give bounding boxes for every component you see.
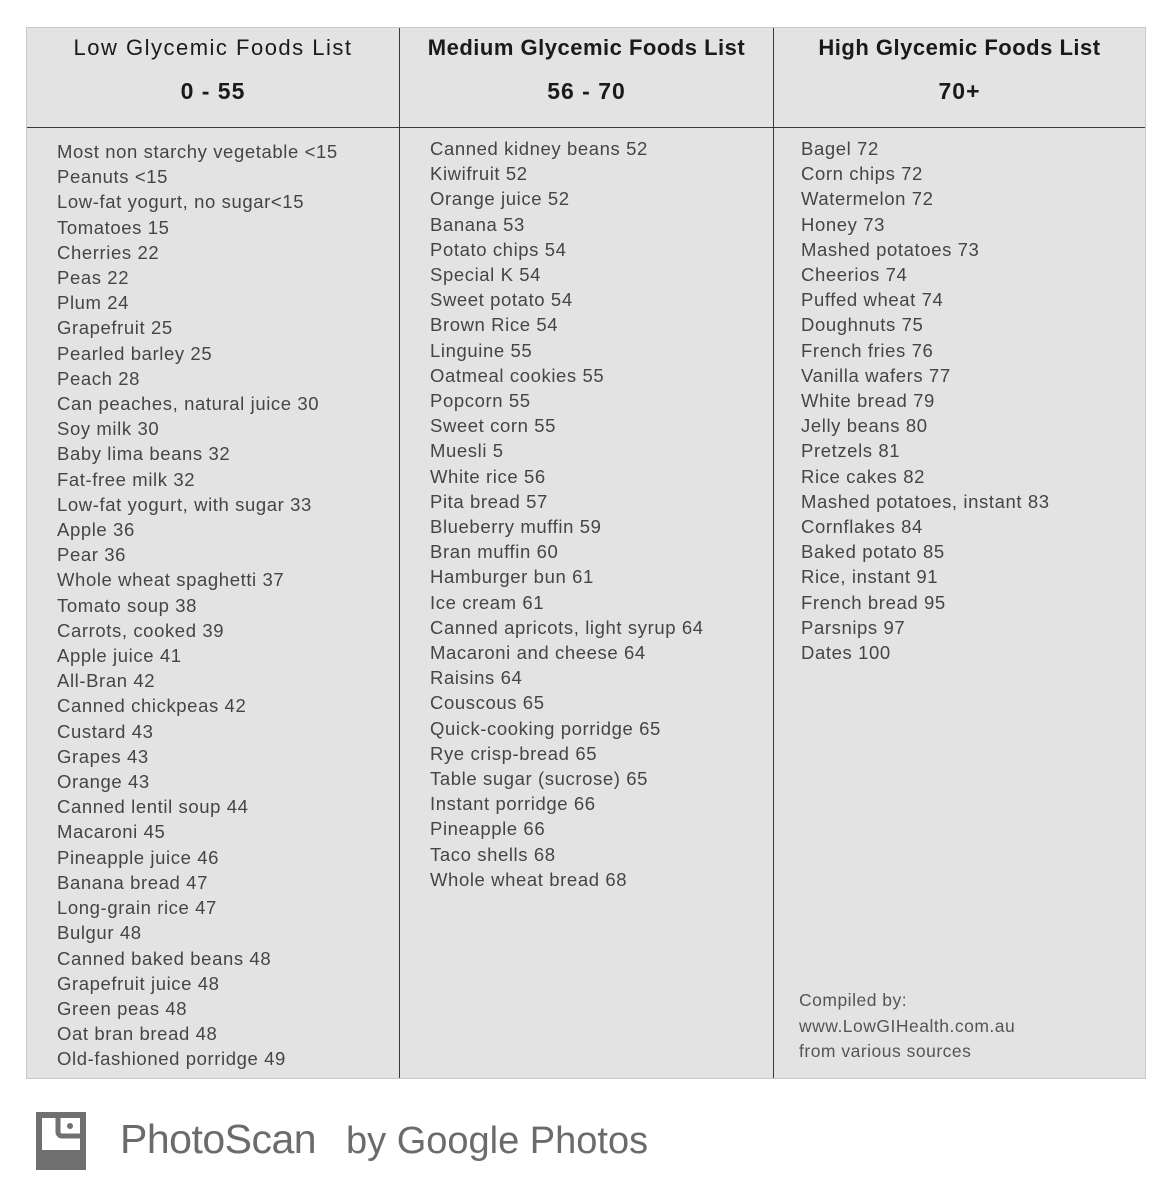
food-item: French fries 76 (801, 339, 934, 361)
food-item: Raisins 64 (430, 667, 523, 689)
food-item: Apple 36 (57, 519, 135, 541)
low-glycemic-header (27, 28, 399, 128)
low-glycemic-list (57, 139, 338, 1072)
food-item: Soy milk 30 (57, 418, 160, 440)
food-item: Bagel 72 (801, 138, 879, 159)
photoscan-by-text: by Google Photos (346, 1120, 649, 1162)
compiled-by-credit (799, 988, 1015, 1065)
food-item: Pita bread 57 (430, 490, 548, 512)
medium-glycemic-header (400, 28, 773, 128)
food-item: Rice, instant 91 (801, 566, 939, 588)
food-item: French bread 95 (801, 591, 946, 613)
food-item: Canned lentil soup 44 (57, 796, 249, 818)
food-item: Watermelon 72 (801, 188, 934, 210)
food-item: Couscous 65 (430, 692, 545, 714)
food-item: Low-fat yogurt, with sugar 33 (57, 493, 312, 515)
food-item: White rice 56 (430, 465, 546, 487)
high-glycemic-range: 70+ (938, 78, 981, 104)
credit-line: from various sources (799, 1041, 972, 1061)
medium-glycemic-range: 56 - 70 (547, 78, 626, 104)
food-item: Brown Rice 54 (430, 314, 559, 336)
food-item: Hamburger bun 61 (430, 566, 594, 588)
medium-glycemic-list (430, 136, 704, 892)
food-item: Peanuts <15 (57, 166, 169, 188)
low-glycemic-range: 0 - 55 (180, 78, 246, 104)
food-item: Long-grain rice 47 (57, 897, 217, 919)
food-item: Baby lima beans 32 (57, 443, 231, 465)
food-item: Mashed potatoes, instant 83 (801, 490, 1050, 512)
food-item: Canned kidney beans 52 (430, 138, 648, 159)
high-glycemic-title: High Glycemic Foods List (818, 35, 1101, 60)
food-item: Linguine 55 (430, 339, 533, 361)
food-item: Green peas 48 (57, 997, 188, 1019)
food-item: Jelly beans 80 (801, 415, 928, 437)
food-item: Can peaches, natural juice 30 (57, 393, 320, 415)
high-glycemic-column (773, 28, 1145, 1078)
food-item: Corn chips 72 (801, 163, 923, 185)
food-item: Low-fat yogurt, no sugar<15 (57, 191, 305, 213)
food-item: Cheerios 74 (801, 264, 908, 286)
food-item: Bulgur 48 (57, 922, 142, 944)
high-glycemic-list (801, 136, 1050, 665)
food-item: Whole wheat spaghetti 37 (57, 569, 285, 591)
food-item: Puffed wheat 74 (801, 289, 944, 311)
food-item: Peas 22 (57, 267, 130, 289)
food-item: Special K 54 (430, 264, 542, 286)
food-item: Cornflakes 84 (801, 516, 923, 538)
food-item: Blueberry muffin 59 (430, 516, 602, 538)
photoscan-watermark (36, 1112, 736, 1170)
food-item: Grapes 43 (57, 745, 149, 767)
food-item: Rice cakes 82 (801, 465, 925, 487)
credit-line: www.LowGIHealth.com.au (799, 1015, 1016, 1036)
food-item: Apple juice 41 (57, 645, 182, 667)
food-item: Oat bran bread 48 (57, 1023, 218, 1045)
food-item: Parsnips 97 (801, 616, 906, 638)
food-item: Pear 36 (57, 544, 126, 566)
food-item: White bread 79 (801, 390, 935, 412)
food-item: Sweet potato 54 (430, 289, 573, 311)
food-item: Baked potato 85 (801, 541, 945, 563)
food-item: Kiwifruit 52 (430, 163, 528, 185)
food-item: Old-fashioned porridge 49 (57, 1048, 286, 1070)
food-item: Popcorn 55 (430, 390, 531, 412)
medium-glycemic-column (399, 28, 773, 1078)
food-item: Taco shells 68 (430, 843, 556, 865)
food-item: Pretzels 81 (801, 440, 901, 462)
food-item: Instant porridge 66 (430, 793, 596, 815)
food-item: Cherries 22 (57, 241, 160, 263)
food-item: Rye crisp-bread 65 (430, 742, 598, 764)
food-item: Grapefruit 25 (57, 317, 173, 339)
food-item: Dates 100 (801, 642, 891, 664)
food-item: Pineapple juice 46 (57, 846, 219, 868)
food-item: Macaroni and cheese 64 (430, 642, 646, 664)
food-item: Tomato soup 38 (57, 594, 198, 616)
food-item: Quick-cooking porridge 65 (430, 717, 661, 739)
food-item: Banana bread 47 (57, 871, 208, 893)
food-item: Carrots, cooked 39 (57, 619, 225, 641)
food-item: Banana 53 (430, 213, 525, 235)
food-item: Tomatoes 15 (57, 216, 170, 238)
food-item: Canned apricots, light syrup 64 (430, 616, 704, 638)
food-item: Whole wheat bread 68 (430, 868, 628, 890)
low-glycemic-title: Low Glycemic Foods List (73, 35, 353, 60)
food-item: Custard 43 (57, 720, 154, 742)
food-item: Fat-free milk 32 (57, 468, 196, 490)
medium-glycemic-title: Medium Glycemic Foods List (427, 35, 746, 60)
credit-line: Compiled by: (799, 990, 908, 1010)
food-item: Bran muffin 60 (430, 541, 559, 563)
food-item: Doughnuts 75 (801, 314, 924, 336)
food-item: Peach 28 (57, 367, 140, 389)
food-item: Muesli 5 (430, 440, 504, 462)
food-item: Oatmeal cookies 55 (430, 364, 605, 386)
food-item: Sweet corn 55 (430, 415, 557, 437)
food-item: Pineapple 66 (430, 818, 546, 840)
food-item: Most non starchy vegetable <15 (57, 141, 338, 162)
food-item: Pearled barley 25 (57, 342, 213, 364)
food-item: Mashed potatoes 73 (801, 238, 980, 260)
food-item: All-Bran 42 (57, 670, 156, 692)
food-item: Canned chickpeas 42 (57, 695, 247, 717)
food-item: Ice cream 61 (430, 591, 545, 613)
food-item: Table sugar (sucrose) 65 (430, 768, 648, 790)
high-glycemic-header (774, 28, 1145, 128)
food-item: Canned baked beans 48 (57, 947, 272, 969)
food-item: Vanilla wafers 77 (801, 364, 951, 386)
food-item: Orange juice 52 (430, 188, 570, 210)
food-item: Orange 43 (57, 771, 150, 793)
photoscan-logo-icon (36, 1112, 86, 1170)
low-glycemic-column (27, 28, 399, 1078)
food-item: Potato chips 54 (430, 238, 567, 260)
food-item: Macaroni 45 (57, 821, 166, 843)
food-item: Grapefruit juice 48 (57, 972, 220, 994)
photoscan-app-name: PhotoScan (120, 1116, 317, 1162)
glycemic-foods-sheet (26, 27, 1146, 1079)
food-item: Honey 73 (801, 213, 885, 235)
food-item: Plum 24 (57, 292, 130, 314)
